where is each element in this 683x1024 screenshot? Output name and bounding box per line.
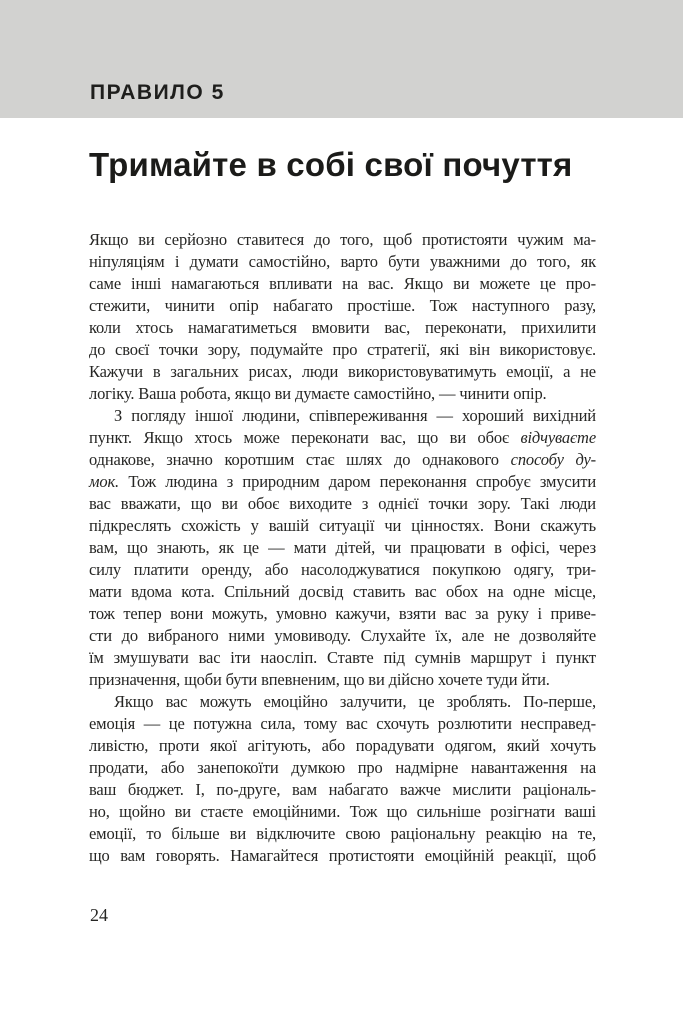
body-text — [89, 229, 596, 867]
text-line: тож тепер вони можуть, умовно кажучи, взяти вас за руку і приве- — [89, 604, 596, 623]
text-line: З погляду іншої людини, співпереживання — хороший вихідний — [114, 406, 596, 425]
text-line: однакове, значно коротшим стає шлях до однакового способу ду- — [89, 450, 596, 469]
text-line: підкреслять схожість у вашій ситуації чи цінностях. Вони скажуть — [89, 516, 596, 535]
chapter-rule-label: ПРАВИЛО 5 — [90, 81, 225, 104]
text-line: вас вважати, що ви обоє виходите з однієї точки зору. Такі люди — [89, 494, 596, 513]
text-line: сти до вибраного ними умовиводу. Слухайте їх, але не дозволяйте — [89, 626, 596, 645]
text-line: їм змушувати вас іти наосліп. Ставте під сумнів маршрут і пункт — [89, 648, 596, 667]
paragraph — [89, 691, 596, 867]
text-line: коли хтось намагатиметься вмовити вас, переконати, прихилити — [89, 318, 596, 337]
text-line: призначення, щоби бути впевненим, що ви дійсно хочете туди йти. — [89, 670, 550, 689]
text-line: що вам говорять. Намагайтеся протистояти емоційній реакції, щоб — [89, 846, 596, 865]
text-line: до своєї точки зору, подумайте про стратегії, які він використовує. — [89, 340, 596, 359]
text-line: логіку. Ваша робота, якщо ви думаєте самостійно, — чинити опір. — [89, 384, 547, 403]
text-line: емоції, то більше ви відключите свою раціональну реакцію на те, — [89, 824, 596, 843]
text-line: саме інші намагаються впливати на вас. Якщо ви можете це про- — [89, 274, 596, 293]
text-line: стежити, чинити опір набагато простіше. Тож наступного разу, — [89, 296, 596, 315]
text-line: ливістю, проти якої агітують, або порадувати одягом, який хочуть — [89, 736, 596, 755]
text-line: продати, або занепокоїти думкою про надмірне навантаження на — [89, 758, 596, 777]
text-line: ваш бюджет. І, по-друге, вам набагато важче мислити раціональ- — [89, 780, 596, 799]
text-line: емоція — це потужна сила, тому вас схочуть розлютити несправед- — [89, 714, 596, 733]
page-number: 24 — [90, 905, 108, 925]
text-line: вам, що знають, як це — мати дітей, чи працювати в офісі, через — [89, 538, 596, 557]
text-line: пункт. Якщо хтось може переконати вас, що ви обоє відчуваєте — [89, 428, 596, 447]
chapter-header-band — [0, 0, 683, 118]
text-line: Якщо ви серйозно ставитеся до того, щоб протистояти чужим ма- — [89, 230, 596, 249]
text-line: но, щойно ви стаєте емоційними. Тож що сильніше розігнати ваші — [89, 802, 596, 821]
text-line: ніпуляціям і думати самостійно, варто бути уважними до того, як — [89, 252, 596, 271]
paragraph — [89, 405, 596, 691]
text-line: Якщо вас можуть емоційно залучити, це зроблять. По-перше, — [114, 692, 596, 711]
chapter-title: Тримайте в собі свої почуття — [89, 146, 573, 183]
text-line: мок. Тож людина з природним даром переконання спробує змусити — [89, 472, 596, 491]
paragraph — [89, 229, 596, 405]
text-line: мати вдома кота. Спільний досвід ставить вас обох на одне місце, — [89, 582, 596, 601]
text-line: Кажучи в загальних рисах, люди використовуватимуть емоції, а не — [89, 362, 596, 381]
text-line: силу платити оренду, або насолоджуватися покупкою одягу, три- — [89, 560, 596, 579]
